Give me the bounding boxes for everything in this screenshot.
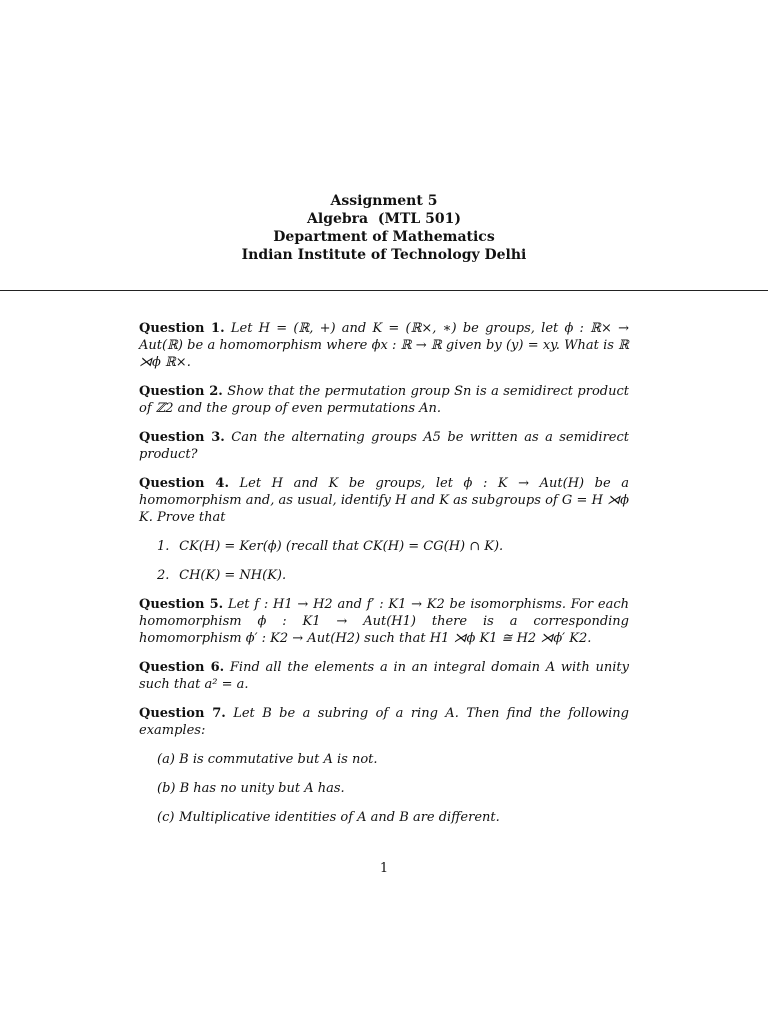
question-text: Let f : H1 → H2 and f′ : K1 → K2 be isomorphisms. For each homomorphism ϕ : K1 → Aut(H1) there is a corresponding homomorphism ϕ′ : K2 → Aut(H2) such that H1 ⋊ϕ K1 ≅ H2 ⋊ϕ′ K2.	[139, 597, 629, 646]
question-6	[139, 659, 629, 693]
question-text: Can the alternating groups A5 be written as a semidirect product?	[139, 430, 630, 462]
list-item-text: B is commutative but A is not.	[179, 752, 378, 767]
question-3	[139, 429, 629, 463]
question-text: Find all the elements a in an integral domain A with unity such that a² = a.	[139, 660, 629, 692]
institute-name: Indian Institute of Technology Delhi	[241, 247, 527, 263]
question-4	[139, 475, 629, 526]
horizontal-rule	[0, 290, 768, 291]
question-label: Question 2.	[139, 384, 223, 399]
document-body	[139, 320, 629, 838]
course-name: Algebra (MTL 501)	[307, 211, 461, 227]
page-number: 1	[379, 861, 389, 876]
question-1	[139, 320, 629, 371]
list-item	[157, 780, 629, 797]
question-text: Let H = (ℝ, +) and K = (ℝ×, ∗) be groups, let ϕ : ℝ× → Aut(ℝ) be a homomorphism where ϕx : ℝ → ℝ given by (y) = xy. What is ℝ ⋊ϕ ℝ×.	[139, 321, 629, 370]
list-marker: (b)	[157, 781, 176, 796]
list-item-text: CH(K) = NH(K).	[179, 568, 287, 583]
list-marker: 1.	[157, 539, 170, 554]
question-text: Show that the permutation group Sn is a semidirect product of ℤ2 and the group of even permutations An.	[139, 384, 629, 416]
department-name: Department of Mathematics	[273, 229, 495, 245]
question-5	[139, 596, 629, 647]
question-4-list	[139, 538, 629, 584]
assignment-title: Assignment 5	[330, 193, 438, 209]
question-label: Question 5.	[139, 597, 224, 612]
list-item-text: B has no unity but A has.	[179, 781, 345, 796]
document-header	[0, 192, 768, 264]
list-item-text: CK(H) = Ker(ϕ) (recall that CK(H) = CG(H) ∩ K).	[179, 539, 504, 554]
question-label: Question 7.	[139, 706, 226, 721]
question-7	[139, 705, 629, 739]
list-item	[157, 538, 629, 555]
question-text: Let H and K be groups, let ϕ : K → Aut(H) be a homomorphism and, as usual, identify H and K as subgroups of G = H ⋊ϕ K. Prove that	[139, 476, 629, 525]
question-label: Question 3.	[139, 430, 225, 445]
list-item	[157, 567, 629, 584]
question-2	[139, 383, 629, 417]
question-text: Let B be a subring of a ring A. Then find the following examples:	[139, 706, 629, 738]
question-label: Question 1.	[139, 321, 225, 336]
list-marker: (a)	[157, 752, 175, 767]
list-item-text: Multiplicative identities of A and B are different.	[179, 810, 500, 825]
question-label: Question 4.	[139, 476, 229, 491]
question-label: Question 6.	[139, 660, 225, 675]
list-marker: (c)	[157, 810, 175, 825]
list-item	[157, 751, 629, 768]
question-7-list	[139, 751, 629, 826]
list-item	[157, 809, 629, 826]
list-marker: 2.	[157, 568, 170, 583]
